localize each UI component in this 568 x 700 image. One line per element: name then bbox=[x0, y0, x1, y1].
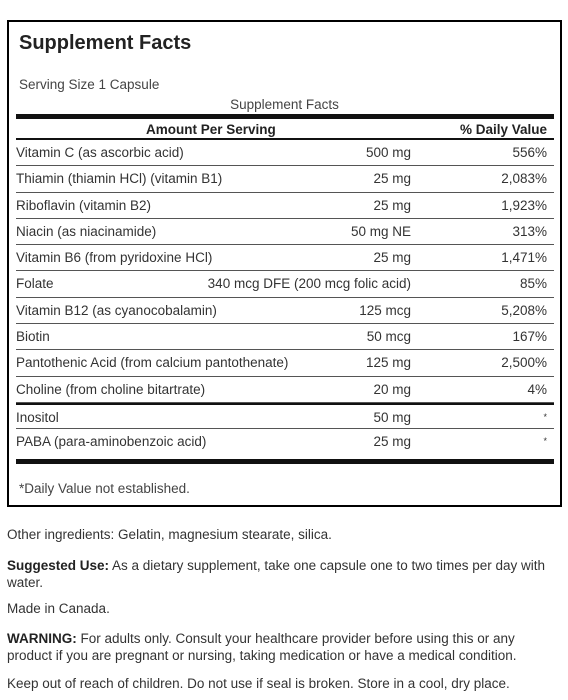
table-header bbox=[16, 119, 554, 140]
nutrient-daily-value: 1,923% bbox=[501, 197, 547, 213]
table-caption: Supplement Facts bbox=[230, 97, 339, 112]
nutrient-amount: 25 mg bbox=[373, 250, 411, 266]
nutrient-name: Inositol bbox=[16, 409, 59, 425]
nutrient-amount: 125 mcg bbox=[359, 302, 411, 318]
nutrient-name: Pantothenic Acid (from calcium pantothenate) bbox=[16, 355, 289, 371]
table-row bbox=[16, 140, 554, 166]
nutrient-daily-value: * bbox=[543, 436, 547, 447]
serving-size: Serving Size 1 Capsule bbox=[19, 77, 160, 92]
table-row bbox=[16, 166, 554, 192]
nutrient-name: Vitamin B12 (as cyanocobalamin) bbox=[16, 302, 217, 318]
nutrient-amount: 50 mcg bbox=[366, 329, 411, 345]
supplement-facts-panel bbox=[7, 20, 562, 507]
table-row bbox=[16, 403, 554, 429]
nutrient-daily-value: 167% bbox=[512, 329, 547, 345]
nutrient-name: Riboflavin (vitamin B2) bbox=[16, 197, 152, 213]
nutrient-daily-value: 85% bbox=[519, 276, 547, 292]
made-in: Made in Canada. bbox=[7, 601, 110, 616]
table-row bbox=[16, 271, 554, 297]
table-row bbox=[16, 377, 554, 403]
nutrient-amount: 125 mg bbox=[365, 355, 411, 371]
nutrient-daily-value: 313% bbox=[512, 223, 547, 239]
nutrient-amount: 25 mg bbox=[373, 197, 411, 213]
nutrient-name: Biotin bbox=[16, 329, 50, 345]
nutrient-amount: 20 mg bbox=[373, 381, 411, 397]
nutrient-amount: 50 mg bbox=[373, 409, 411, 425]
warning-text: For adults only. Consult your healthcare provider before using this or any product if you are pregnant or nursing, taking medication or have a medical condition. bbox=[7, 631, 517, 663]
nutrient-daily-value: 556% bbox=[512, 145, 547, 160]
nutrient-name: Thiamin (thiamin HCl) (vitamin B1) bbox=[16, 171, 223, 187]
nutrient-amount: 25 mg bbox=[373, 171, 411, 187]
nutrient-name: Folate bbox=[16, 276, 54, 292]
daily-value-footnote: *Daily Value not established. bbox=[19, 481, 190, 496]
nutrient-amount: 50 mg NE bbox=[350, 223, 411, 239]
nutrient-daily-value: 5,208% bbox=[501, 302, 547, 318]
table-row bbox=[16, 324, 554, 350]
nutrient-name: Vitamin B6 (from pyridoxine HCl) bbox=[16, 250, 213, 266]
nutrient-daily-value: 1,471% bbox=[501, 250, 547, 266]
panel-title: Supplement Facts bbox=[19, 32, 192, 54]
bottom-rule bbox=[16, 459, 554, 464]
table-row bbox=[16, 350, 554, 376]
nutrient-daily-value: 2,500% bbox=[501, 355, 547, 371]
nutrient-daily-value: 2,083% bbox=[501, 171, 547, 187]
nutrient-amount: 340 mcg DFE (200 mcg folic acid) bbox=[207, 276, 411, 292]
other-ingredients: Other ingredients: Gelatin, magnesium stearate, silica. bbox=[7, 527, 332, 542]
warning-label: WARNING: bbox=[7, 631, 77, 646]
column-header-amount: Amount Per Serving bbox=[146, 122, 276, 137]
nutrient-daily-value: 4% bbox=[527, 381, 547, 397]
nutrient-name: Choline (from choline bitartrate) bbox=[16, 381, 206, 397]
suggested-use-text: As a dietary supplement, take one capsule one to two times per day with water. bbox=[7, 558, 546, 590]
storage-instructions: Keep out of reach of children. Do not use if seal is broken. Store in a cool, dry place. bbox=[7, 676, 510, 691]
table-row bbox=[16, 245, 554, 271]
table-row bbox=[16, 298, 554, 324]
warning bbox=[7, 630, 563, 664]
nutrient-name: Niacin (as niacinamide) bbox=[16, 223, 157, 239]
table-row bbox=[16, 429, 554, 455]
nutrient-amount: 500 mg bbox=[365, 145, 411, 160]
table-row bbox=[16, 193, 554, 219]
nutrient-name: PABA (para-aminobenzoic acid) bbox=[16, 434, 207, 450]
suggested-use bbox=[7, 557, 563, 591]
nutrient-daily-value: * bbox=[543, 411, 547, 422]
table-row bbox=[16, 219, 554, 245]
nutrient-amount: 25 mg bbox=[373, 434, 411, 450]
column-header-daily-value: % Daily Value bbox=[459, 122, 547, 137]
facts-table bbox=[16, 114, 554, 464]
suggested-use-label: Suggested Use: bbox=[7, 558, 110, 573]
nutrient-name: Vitamin C (as ascorbic acid) bbox=[16, 145, 184, 160]
